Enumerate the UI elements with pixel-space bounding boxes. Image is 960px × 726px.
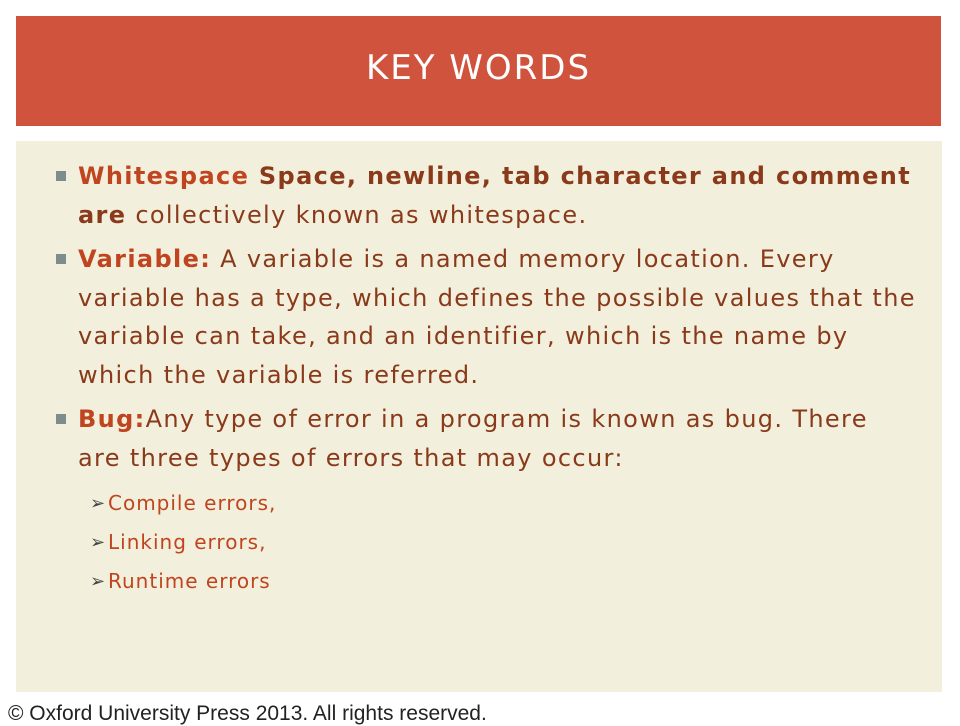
bullet-list — [56, 157, 916, 483]
bullet-whitespace — [56, 157, 916, 234]
sub-bullet-runtime — [90, 562, 276, 601]
term-label: Whitespace — [78, 162, 250, 190]
square-bullet-icon — [56, 254, 66, 264]
term-bold-text: Space, newline, tab character and comment are — [78, 162, 912, 229]
sub-bullet-linking — [90, 523, 276, 562]
copyright-footer: © Oxford University Press 2013. All rights reserved. — [8, 702, 487, 725]
bullet-bug — [56, 400, 916, 477]
square-bullet-icon — [56, 414, 66, 424]
sub-bullet-compile — [90, 484, 276, 523]
sub-bullet-text: Linking errors, — [108, 530, 267, 554]
square-bullet-icon — [56, 171, 66, 181]
arrow-bullet-icon: ➢ — [90, 571, 107, 592]
error-types-list — [90, 484, 276, 601]
sub-bullet-text: Runtime errors — [108, 569, 271, 593]
term-label: Bug: — [78, 405, 146, 433]
arrow-bullet-icon: ➢ — [90, 532, 107, 553]
bullet-text: A variable is a named memory location. Every variable has a type, which defines the possible values that the variable can take, and an identifier, which is the name by which the variable is referred. — [78, 245, 916, 389]
term-label: Variable: — [78, 245, 212, 273]
arrow-bullet-icon: ➢ — [90, 493, 107, 514]
bullet-variable — [56, 240, 916, 394]
sub-bullet-text: Compile errors, — [108, 491, 277, 515]
bullet-text: Any type of error in a program is known as bug. There are three types of errors that may occur: — [78, 405, 868, 472]
slide-title: KEY WORDS — [365, 48, 592, 88]
content-area — [16, 141, 942, 692]
title-bar — [16, 16, 941, 126]
bullet-text: collectively known as whitespace. — [126, 200, 588, 229]
